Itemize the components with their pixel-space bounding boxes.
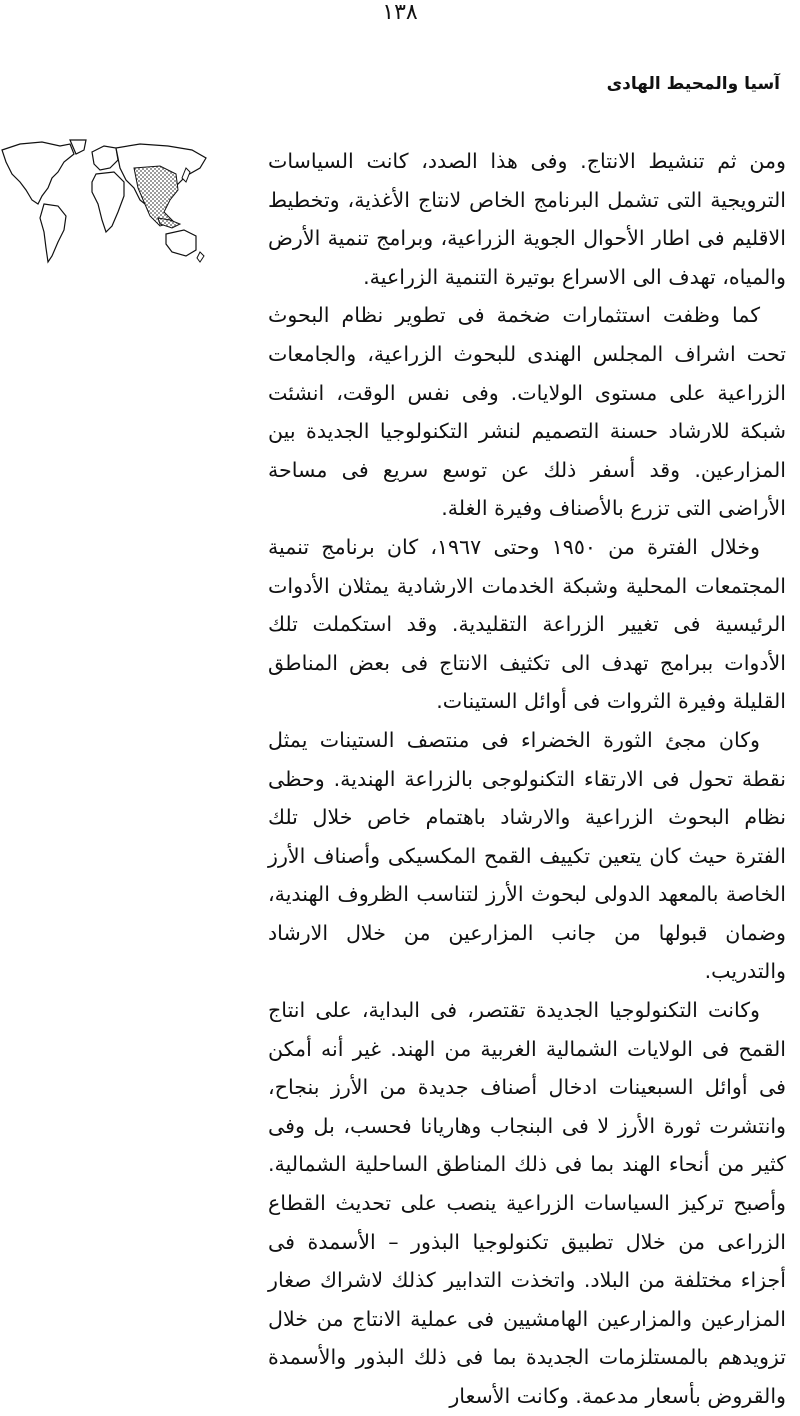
body-text — [268, 142, 786, 1416]
africa-shape — [92, 172, 124, 232]
paragraph: ومن ثم تنشيط الانتاج. وفى هذا الصدد، كانت السياسات الترويجية التى تشمل البرنامج الخاص لانتاج الأغذية، وتخطيط الاقليم فى اطار الأحوال الجوية الزراعية، وبرامج تنمية الأرض والمياه، تهدف الى الاسراع بوتيرة التنمية الزراعية. — [268, 149, 786, 289]
new-zealand-shape — [197, 252, 204, 262]
south-america-shape — [40, 204, 66, 262]
north-america-shape — [2, 142, 74, 204]
europe-shape — [92, 146, 118, 170]
indonesia-shape — [158, 218, 180, 228]
paragraph: وكانت التكنولوجيا الجديدة تقتصر، فى البداية، على انتاج القمح فى الولايات الشمالية الغربية من الهند. غير أنه أمكن فى أوائل السبعينات ادخال أصناف جديدة من الأرز بنجاح، وانتشرت ثورة الأرز لا فى البنجاب وهاريانا فحسب، بل وفى كثير من أنحاء الهند بما فى ذلك المناطق الساحلية الشمالية. وأصبح تركيز السياسات الزراعية ينصب على تحديث القطاع الزراعى من خلال تطبيق تكنولوجيا البذور – الأسمدة فى أجزاء مختلفة من البلاد. واتخذت التدابير كذلك لاشراك صغار المزارعين والمزارعين الهامشيين فى عملية الانتاج من خلال تزويدهم بالمستلزمات الجديدة بما فى ذلك البذور والأسمدة والقروض بأسعار مدعمة. وكانت الأسعار — [268, 998, 786, 1408]
world-map-icon — [0, 138, 210, 268]
page-number: ١٣٨ — [382, 0, 418, 25]
australia-shape — [166, 230, 196, 256]
paragraph: وخلال الفترة من ١٩٥٠ وحتى ١٩٦٧، كان برنامج تنمية المجتمعات المحلية وشبكة الخدمات الارشادية يمثلان الأدوات الرئيسية فى تغيير الزراعة التقليدية. وقد استكملت تلك الأدوات ببرامج تهدف الى تكثيف الانتاج فى بعض المناطق القليلة وفيرة الثروات فى أوائل الستينات. — [268, 534, 786, 714]
paragraph: كما وظفت استثمارات ضخمة فى تطوير نظام البحوث تحت اشراف المجلس الهندى للبحوث الزراعية، والجامعات الزراعية على مستوى الولايات. وفى نفس الوقت، انشئت شبكة للارشاد حسنة التصميم لنشر التكنولوجيا الجديدة بين المزارعين. وقد أسفر ذلك عن توسع سريع فى مساحة الأراضى التى تزرع بالأصناف وفيرة الغلة. — [268, 303, 786, 521]
running-header: آسيا والمحيط الهادى — [606, 74, 780, 94]
paragraph: وكان مجئ الثورة الخضراء فى منتصف الستينات يمثل نقطة تحول فى الارتقاء التكنولوجى بالزراعة الهندية. وحظى نظام البحوث الزراعية والارشاد باهتمام خاص خلال تلك الفترة حيث كان يتعين تكييف القمح المكسيكى وأصناف الأرز الخاصة بالمعهد الدولى لبحوث الأرز لتناسب الظروف الهندية، وضمان قبولها من جانب المزارعين من خلال الارشاد والتدريب. — [268, 727, 786, 984]
